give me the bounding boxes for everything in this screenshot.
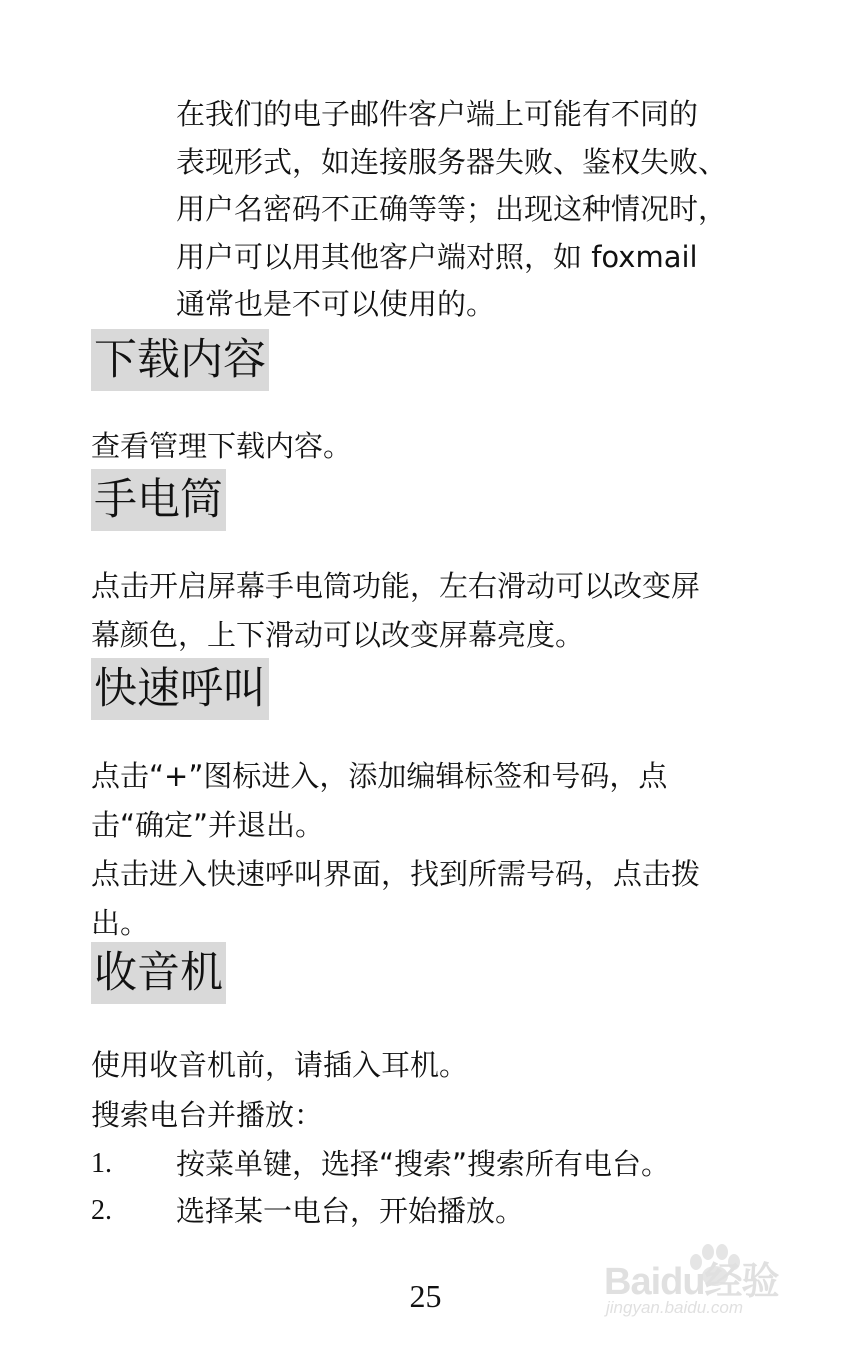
watermark-brand: Baidu经验	[604, 1261, 779, 1303]
flashlight-paragraph	[91, 564, 771, 662]
paragraph-line: 搜索电台并播放：	[91, 1098, 324, 1132]
paragraph-line: 使用收音机前，请插入耳机。	[91, 1048, 469, 1082]
paragraph-line: 击“确定”并退出。	[91, 808, 325, 842]
step-text: 选择某一电台，开始播放。	[176, 1194, 525, 1228]
speed-dial-paragraph	[91, 754, 771, 950]
intro-line: 用户名密码不正确等等；出现这种情况时，	[176, 192, 728, 226]
downloads-paragraph	[91, 424, 771, 473]
paragraph-line: 点击进入快速呼叫界面，找到所需号码，点击拨	[91, 857, 701, 891]
paragraph-line: 出。	[91, 906, 150, 940]
section-heading-speed-dial: 快速呼叫	[91, 658, 269, 720]
intro-line: 在我们的电子邮件客户端上可能有不同的	[176, 97, 699, 131]
paragraph-line: 幕颜色，上下滑动可以改变屏幕亮度。	[91, 618, 585, 652]
radio-paragraph	[91, 1043, 771, 1142]
intro-line: 用户可以用其他客户端对照，如 foxmail	[176, 239, 698, 274]
step-number: 2.	[91, 1195, 112, 1226]
baidu-jingyan-watermark	[604, 1236, 804, 1332]
section-heading-flashlight: 手电筒	[91, 469, 226, 531]
section-heading-downloads: 下载内容	[91, 329, 269, 391]
section-heading-radio: 收音机	[91, 942, 226, 1004]
step-text: 按菜单键，选择“搜索”搜索所有电台。	[176, 1147, 671, 1181]
intro-paragraph	[176, 92, 776, 330]
paragraph-line: 点击开启屏幕手电筒功能，左右滑动可以改变屏	[91, 569, 701, 603]
paragraph-line: 查看管理下载内容。	[91, 429, 353, 463]
step-number: 1.	[91, 1148, 112, 1179]
intro-line: 通常也是不可以使用的。	[176, 287, 496, 321]
paragraph-line: 点击“+”图标进入，添加编辑标签和号码，点	[91, 759, 668, 793]
watermark-url: jingyan.baidu.com	[606, 1298, 744, 1317]
intro-line: 表现形式，如连接服务器失败、鉴权失败、	[176, 144, 728, 179]
page-number: 25	[409, 1278, 442, 1314]
